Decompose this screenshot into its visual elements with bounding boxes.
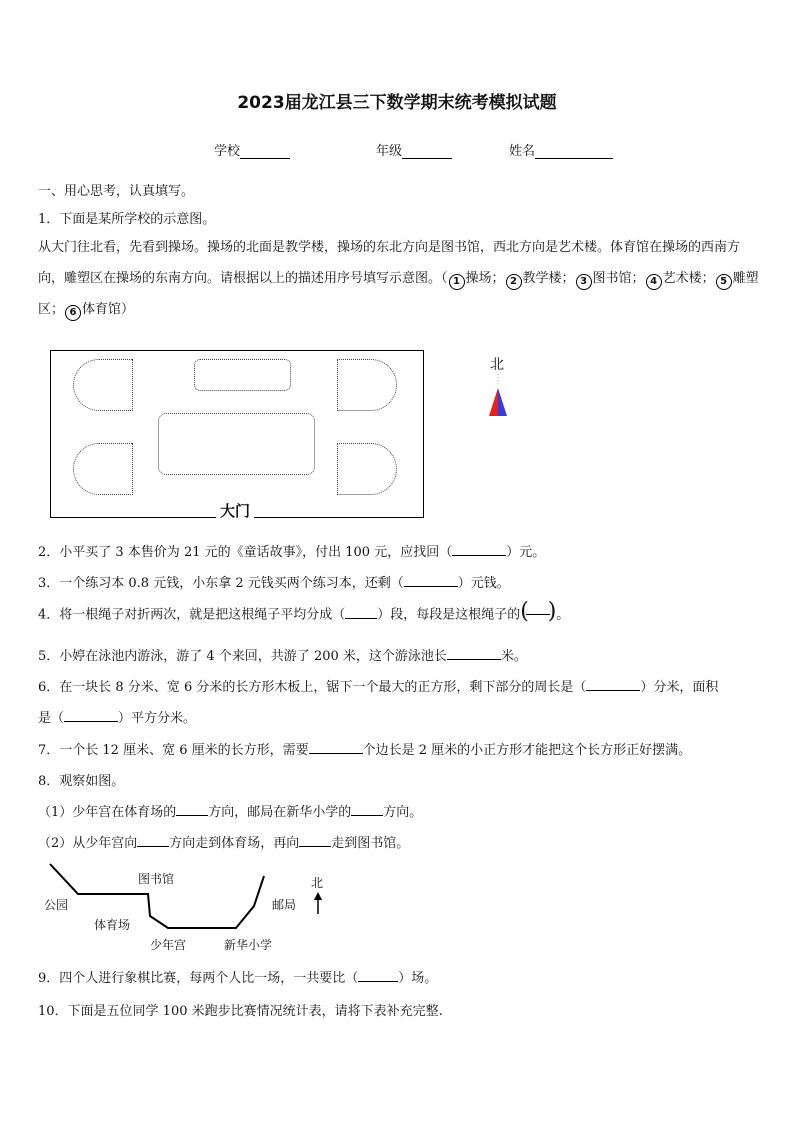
name-field bbox=[509, 140, 613, 159]
gate-label: 大门 bbox=[216, 500, 254, 521]
question-text: ）平方分米。 bbox=[118, 711, 197, 726]
description-text: 从大门往北看，先看到操场。操场的北面是教学楼，操场的东北方向是图书馆，西北方向是艺术楼。体育馆在操场的西南方向，雕塑区在操场的东南方向。请根据以上的描述用序号填写示意图。（ bbox=[38, 240, 741, 286]
library-label: 图书馆 bbox=[138, 872, 175, 886]
xinhua-school-label: 新华小学 bbox=[224, 938, 273, 952]
marker-3: 3 bbox=[576, 274, 592, 290]
north-arrow-icon bbox=[487, 372, 513, 420]
question-8-part-1 bbox=[38, 801, 422, 820]
answer-blank[interactable] bbox=[176, 802, 208, 816]
answer-blank[interactable] bbox=[452, 542, 506, 556]
route-map bbox=[40, 862, 360, 958]
name-label: 姓名 bbox=[509, 144, 536, 159]
question-text: 米。 bbox=[500, 649, 527, 664]
question-text: 是（ bbox=[38, 711, 65, 726]
marker-2: 2 bbox=[506, 274, 522, 290]
slot-north[interactable] bbox=[194, 359, 291, 391]
question-6 bbox=[38, 676, 718, 695]
marker-4: 4 bbox=[646, 274, 662, 290]
question-text: 个边长是 2 厘米的小正方形才能把这个长方形正好摆满。 bbox=[362, 743, 692, 758]
answer-blank[interactable] bbox=[351, 802, 383, 816]
question-8-part-2 bbox=[38, 832, 409, 851]
question-1-description bbox=[38, 232, 760, 325]
question-text: 6．在一块长 8 分米、宽 6 分米的长方形木板上，锯下一个最大的正方形，剩下部分的周长是（ bbox=[38, 680, 587, 695]
question-text: 走到图书馆。 bbox=[331, 836, 410, 851]
question-text: 方向，邮局在新华小学的 bbox=[208, 805, 352, 820]
question-text: ）元。 bbox=[506, 545, 546, 560]
question-text: ）段，每段是这根绳子的 bbox=[377, 607, 521, 623]
answer-blank[interactable] bbox=[586, 677, 640, 691]
slot-southeast[interactable] bbox=[337, 443, 397, 495]
question-6-continued bbox=[38, 707, 196, 726]
grade-field bbox=[376, 140, 452, 159]
section-heading: 一、用心思考，认真填写。 bbox=[38, 184, 195, 199]
answer-blank[interactable] bbox=[137, 833, 169, 847]
answer-blank[interactable] bbox=[299, 833, 331, 847]
slot-northwest[interactable] bbox=[73, 359, 133, 411]
question-9 bbox=[38, 967, 437, 986]
question-text: ）元钱。 bbox=[457, 576, 510, 591]
name-blank[interactable] bbox=[535, 144, 613, 159]
marker-6: 6 bbox=[65, 305, 81, 321]
north-label: 北 bbox=[490, 357, 504, 373]
slot-center[interactable] bbox=[158, 413, 315, 475]
item-label: 雕塑区； bbox=[38, 271, 759, 317]
question-text: 。 bbox=[556, 607, 570, 623]
answer-blank[interactable] bbox=[404, 573, 458, 587]
question-text: 5．小婷在泳池内游泳，游了 4 个来回，共游了 200 米，这个游泳池长 bbox=[38, 649, 447, 664]
item-label: 体育馆） bbox=[82, 302, 135, 317]
answer-blank[interactable] bbox=[309, 740, 363, 754]
park-label: 公园 bbox=[44, 898, 69, 912]
item-label: 教学楼； bbox=[522, 271, 575, 286]
map-north-label: 北 bbox=[311, 876, 324, 890]
youth-palace-label: 少年宫 bbox=[150, 938, 187, 952]
question-text: 3．一个练习本 0.8 元钱，小东拿 2 元钱买两个练习本，还剩（ bbox=[38, 576, 404, 591]
question-text: 下面是某所学校的示意图。 bbox=[59, 212, 216, 227]
school-map bbox=[50, 350, 424, 518]
post-office-label: 邮局 bbox=[272, 898, 297, 912]
item-label: 艺术楼； bbox=[662, 271, 715, 286]
question-text: 9．四个人进行象棋比赛，每两个人比一场，一共要比（ bbox=[38, 971, 359, 986]
question-text: 7．一个长 12 厘米、宽 6 厘米的长方形，需要 bbox=[38, 743, 309, 758]
marker-5: 5 bbox=[716, 274, 732, 290]
slot-northeast[interactable] bbox=[337, 359, 397, 411]
item-label: 操场； bbox=[465, 271, 505, 286]
question-text: （1）少年宫在体育场的 bbox=[38, 805, 177, 820]
question-1 bbox=[38, 208, 215, 227]
school-label: 学校 bbox=[214, 144, 241, 159]
question-text: （2）从少年宫向 bbox=[38, 836, 138, 851]
question-text: 4．将一根绳子对折两次，就是把这根绳子平均分成（ bbox=[38, 607, 346, 623]
gym-label: 体育场 bbox=[94, 918, 131, 932]
slot-southwest[interactable] bbox=[73, 443, 133, 495]
question-10: 10．下面是五位同学 100 米跑步比赛情况统计表，请将下表补充完整. bbox=[38, 1004, 443, 1019]
school-field bbox=[214, 140, 290, 159]
item-label: 图书馆； bbox=[592, 271, 645, 286]
page-title: 2023届龙江县三下数学期末统考模拟试题 bbox=[237, 93, 557, 113]
question-4 bbox=[38, 599, 570, 628]
fraction-blank[interactable]: ( ) bbox=[520, 599, 557, 624]
answer-blank[interactable] bbox=[447, 646, 501, 660]
answer-blank[interactable] bbox=[64, 708, 118, 722]
question-3 bbox=[38, 572, 510, 591]
question-number: 1． bbox=[38, 212, 60, 227]
answer-blank[interactable] bbox=[345, 605, 377, 619]
question-text: 方向走到体育场，再向 bbox=[169, 836, 300, 851]
marker-1: 1 bbox=[449, 274, 465, 290]
question-8: 8．观察如图。 bbox=[38, 774, 125, 789]
grade-label: 年级 bbox=[376, 144, 403, 159]
question-5 bbox=[38, 645, 527, 664]
question-text: 2．小平买了 3 本售价为 21 元的《童话故事》，付出 100 元，应找回（ bbox=[38, 545, 453, 560]
grade-blank[interactable] bbox=[402, 144, 452, 159]
question-7 bbox=[38, 739, 691, 758]
answer-blank[interactable] bbox=[358, 968, 398, 982]
question-2 bbox=[38, 541, 545, 560]
question-text: 方向。 bbox=[383, 805, 423, 820]
school-blank[interactable] bbox=[240, 144, 290, 159]
question-text: ）场。 bbox=[398, 971, 438, 986]
question-text: ）分米，面积 bbox=[640, 680, 719, 695]
